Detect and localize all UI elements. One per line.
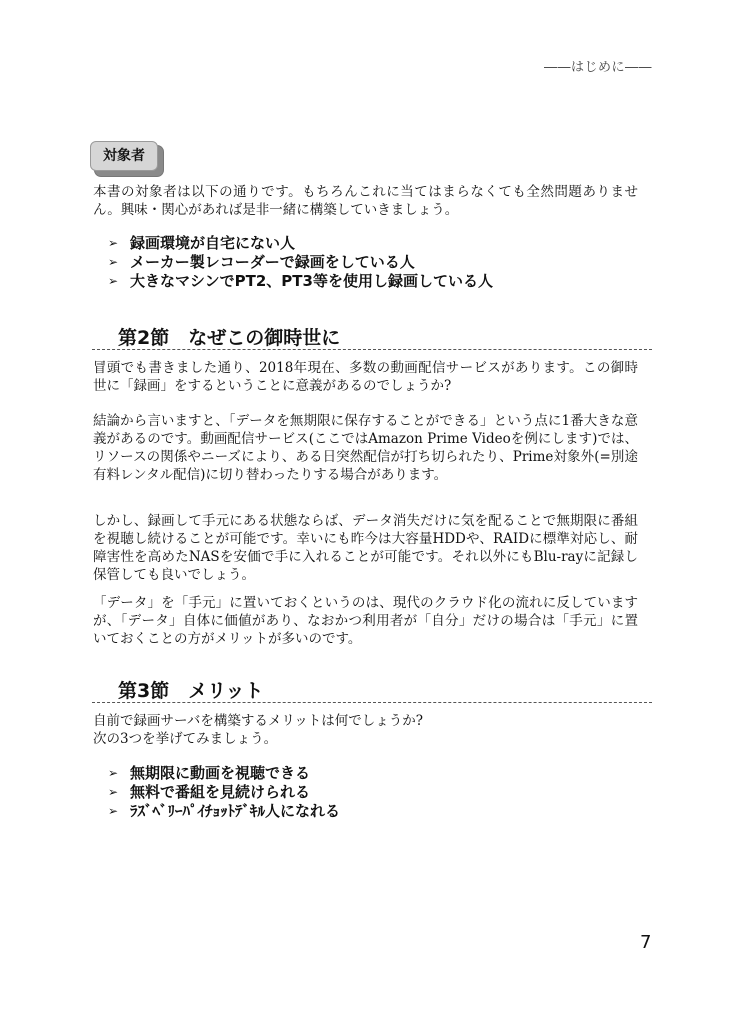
bullet-text: 無期限に動画を視聴できる — [130, 764, 311, 782]
merit-bullet-list — [108, 764, 340, 821]
page-number: 7 — [640, 932, 652, 953]
running-header: ――はじめに―― — [543, 60, 652, 75]
audience-badge: 対象者 — [90, 141, 158, 171]
section2-title: 第2節 なぜこの御時世に — [118, 327, 341, 349]
section2-paragraph-4: 「データ」を「手元」に置いておくというのは、現代のクラウド化の流れに反していますが、「データ」自体に価値があり、なおかつ利用者が「自分」だけの場合は「手元」に置いておくことの方がメリットが多いのです。 — [93, 595, 638, 647]
list-item — [108, 764, 340, 783]
section2-paragraph-2: 結論から言いますと、「データを無期限に保存することができる」という点に1番大きな意義があるのです。動画配信サービス(ここではAmazon Prime Videoを例にします)では、リソースの関係やニーズにより、ある日突然配信が打ち切られたり、Prime対象外(=別途有料レンタル配信)に切り替わったりする場合があります。 — [93, 413, 638, 483]
bullet-text: 録画環境が自宅にない人 — [130, 234, 296, 252]
bullet-text: 無料で番組を見続けられる — [130, 783, 311, 801]
paragraph-line: 自前で録画サーバを構築するメリットは何でしょうか? — [93, 713, 424, 729]
arrow-bullet-icon: ➢ — [108, 804, 119, 818]
audience-bullet-list — [108, 234, 493, 291]
list-item — [108, 234, 493, 253]
section3-title: 第3節 メリット — [118, 680, 264, 702]
list-item — [108, 253, 493, 272]
arrow-bullet-icon: ➢ — [108, 255, 119, 269]
list-item — [108, 783, 340, 802]
arrow-bullet-icon: ➢ — [108, 274, 119, 288]
section2-paragraph-3: しかし、録画して手元にある状態ならば、データ消失だけに気を配ることで無期限に番組を視聴し続けることが可能です。幸いにも昨今は大容量HDDや、RAIDに標準対応し、耐障害性を高めたNASを安価で手に入れることが可能です。それ以外にもBlu-rayに記録し保管しても良いでしょう。 — [93, 513, 638, 583]
section-divider — [92, 349, 652, 350]
paragraph-line: 次の3つを挙げてみましょう。 — [93, 731, 278, 747]
audience-paragraph: 本書の対象者は以下の通りです。もちろんこれに当てはまらなくても全然問題ありません。興味・関心があれば是非一緒に構築していきましょう。 — [93, 184, 638, 218]
section3-paragraph — [93, 712, 638, 748]
arrow-bullet-icon: ➢ — [108, 766, 119, 780]
bullet-text: ﾗｽﾞﾍﾞﾘｰﾊﾟｲﾁｮｯﾄﾃﾞｷﾙ人になれる — [130, 802, 341, 820]
arrow-bullet-icon: ➢ — [108, 785, 119, 799]
bullet-text: 大きなマシンでPT2、PT3等を使用し録画している人 — [130, 272, 493, 290]
list-item — [108, 272, 493, 291]
arrow-bullet-icon: ➢ — [108, 236, 119, 250]
list-item — [108, 802, 340, 821]
bullet-text: メーカー製レコーダーで録画をしている人 — [130, 253, 415, 271]
section-divider — [92, 702, 652, 703]
section2-paragraph-1: 冒頭でも書きました通り、2018年現在、多数の動画配信サービスがあります。この御時世に「録画」をするということに意義があるのでしょうか? — [93, 360, 638, 394]
